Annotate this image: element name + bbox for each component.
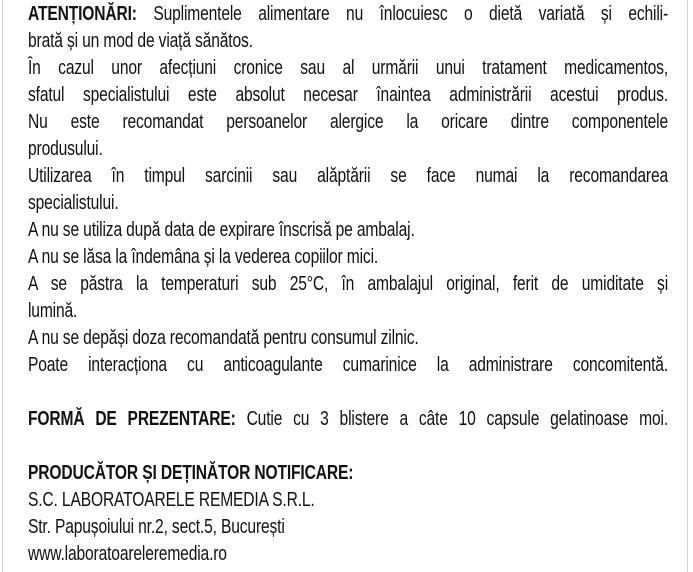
- text-line: [28, 325, 668, 352]
- text-run: S.C. LABORATOARELE REMEDIA S.R.L.: [28, 489, 315, 511]
- text-line: [28, 298, 668, 325]
- text-line: [28, 352, 668, 379]
- text-line: [28, 1, 668, 28]
- text-line: [28, 244, 668, 271]
- text-line: [28, 109, 668, 136]
- blank-line: [28, 379, 668, 406]
- section-heading: FORMĂ DE PREZENTARE:: [28, 408, 236, 430]
- text-line: [28, 190, 668, 217]
- text-line: [28, 55, 668, 82]
- text-run: Poate interacționa cu anticoagulante cumarinice la administrare concomitentă.: [28, 354, 669, 376]
- text-run: Str. Papușoiului nr.2, sect.5, București: [28, 516, 285, 538]
- text-run: A nu se lăsa la îndemâna și la vederea copiilor mici.: [28, 246, 379, 268]
- text-line: [28, 28, 668, 55]
- text-line: [28, 163, 668, 190]
- text-line: [28, 460, 668, 487]
- section-heading: ATENȚIONĂRI:: [28, 3, 137, 25]
- text-run: A nu se depăși doza recomandată pentru consumul zilnic.: [28, 327, 419, 349]
- text-run: produsului.: [28, 138, 103, 160]
- label-text-block: [28, 1, 668, 568]
- text-line: [28, 487, 668, 514]
- text-run: Cutie cu 3 blistere a câte 10 capsule gelatinoase moi.: [235, 408, 669, 430]
- text-line: [28, 271, 668, 298]
- text-run: Suplimentele alimentare nu înlocuiesc o dietă variată și echili-: [136, 3, 669, 25]
- text-line: [28, 82, 668, 109]
- text-run: Utilizarea în timpul sarcinii sau alăptării se face numai la recomandarea: [28, 165, 669, 187]
- text-line: [28, 541, 668, 568]
- text-run: www.laboratoareleremedia.ro: [28, 543, 227, 565]
- text-run: În cazul unor afecțiuni cronice sau al urmării unui tratament medicamentos,: [28, 57, 669, 79]
- text-run: specialistului.: [28, 192, 119, 214]
- text-line: [28, 514, 668, 541]
- text-run: Nu este recomandat persoanelor alergice la oricare dintre componentele: [28, 111, 669, 133]
- section-heading: PRODUCĂTOR ȘI DEȚINĂTOR NOTIFICARE:: [28, 462, 354, 484]
- text-run: A nu se utiliza după data de expirare înscrisă pe ambalaj.: [28, 219, 415, 241]
- text-run: brată și un mod de viață sănătos.: [28, 30, 253, 52]
- left-scan-edge-line: [2, 0, 3, 572]
- text-run: lumină.: [28, 300, 78, 322]
- right-scan-edge-line: [687, 0, 688, 572]
- text-run: sfatul specialistului este absolut necesar înaintea administrării acestui produs.: [28, 84, 669, 106]
- text-run: A se păstra la temperaturi sub 25°C, în ambalajul original, ferit de umiditate și: [28, 273, 669, 295]
- text-line: [28, 217, 668, 244]
- text-line: [28, 136, 668, 163]
- blank-line: [28, 433, 668, 460]
- text-line: [28, 406, 668, 433]
